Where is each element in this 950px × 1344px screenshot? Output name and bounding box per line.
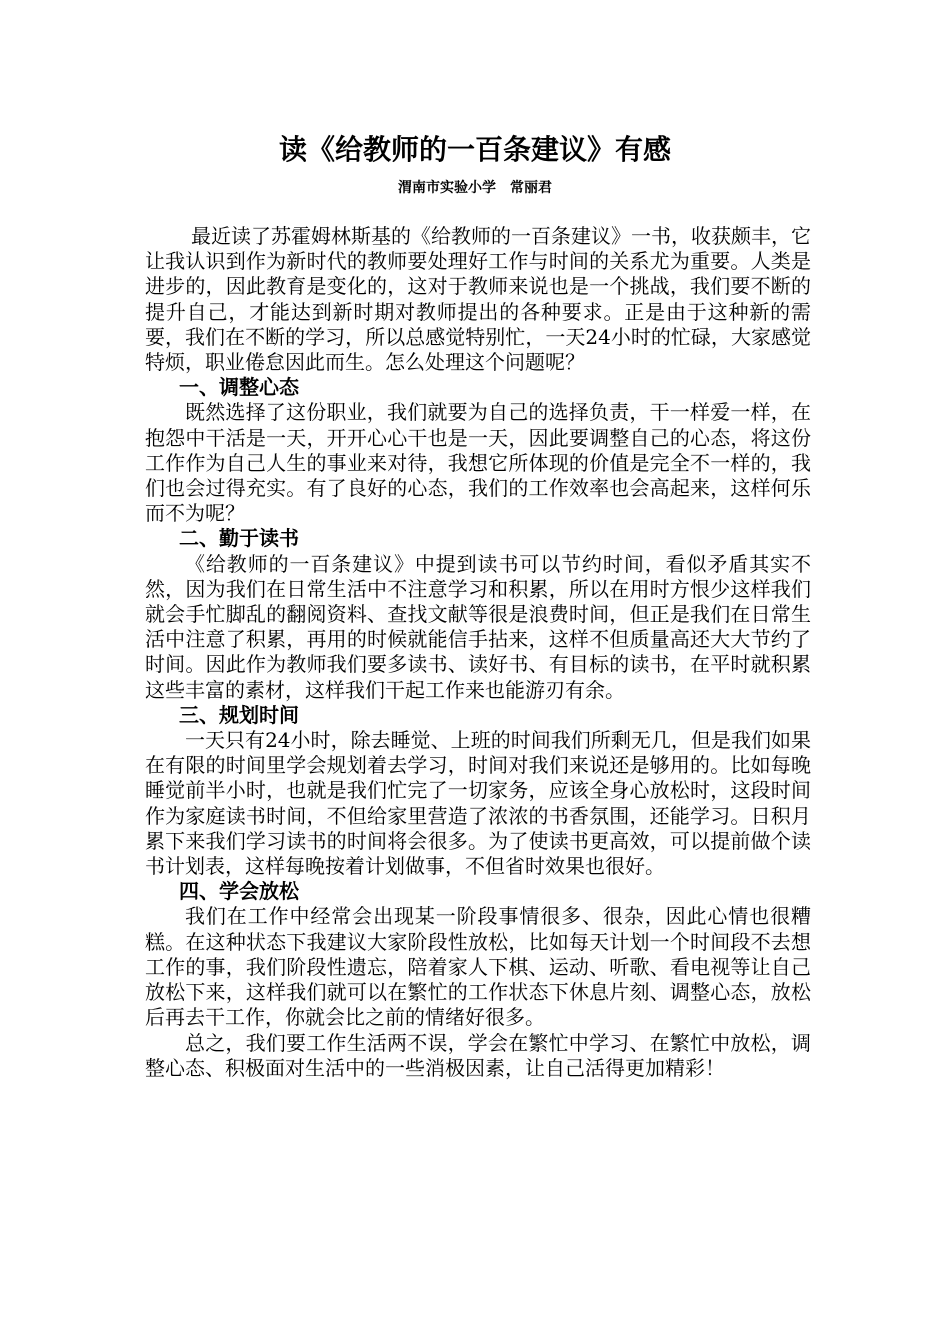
section-paragraph-1: 既然选择了这份职业，我们就要为自己的选择负责，干一样爱一样，在抱怨中干活是一天，开开心心干也是一天，因此要调整自己的心态，将这份工作作为自己人生的事业来对待，我想它所体现的价值是完全不一样的，我们也会过得充实。有了良好的心态，我们的工作效率也会高起来，这样何乐而不为呢？ — [145, 400, 811, 526]
section-paragraph-2: 《给教师的一百条建议》中提到读书可以节约时间，看似矛盾其实不然，因为我们在日常生活中不注意学习和积累，所以在用时方恨少这样我们就会手忙脚乱的翻阅资料、查找文献等很是浪费时间，但正是我们在日常生活中注意了积累，再用的时候就能信手拈来，这样不但质量高还大大节约了时间。因此作为教师我们要多读书、读好书、有目标的读书，在平时就积累这些丰富的素材，这样我们干起工作来也能游刃有余。 — [145, 551, 811, 702]
author-line: 渭南市实验小学 常丽君 — [398, 180, 552, 196]
section-heading-2: 二、勤于读书 — [179, 526, 299, 551]
section-paragraph-3: 一天只有24小时，除去睡觉、上班的时间我们所剩无几，但是我们如果在有限的时间里学会规划着去学习，时间对我们来说还是够用的。比如每晚睡觉前半小时，也就是我们忙完了一切家务，应该全身心放松时，这段时间作为家庭读书时间，不但给家里营造了浓浓的书香氛围，还能学习。日积月累下来我们学习读书的时间将会很多。为了使读书更高效，可以提前做个读书计划表，这样每晚按着计划做事，不但省时效果也很好。 — [145, 728, 811, 879]
document-body — [145, 224, 811, 1081]
conclusion-paragraph: 总之，我们要工作生活两不误，学会在繁忙中学习、在繁忙中放松，调整心态、积极面对生活中的一些消极因素，让自己活得更加精彩！ — [145, 1030, 811, 1080]
section-heading-1: 一、调整心态 — [179, 375, 299, 400]
section-paragraph-4: 我们在工作中经常会出现某一阶段事情很多、很杂，因此心情也很糟糕。在这种状态下我建议大家阶段性放松，比如每天计划一个时间段不去想工作的事，我们阶段性遗忘，陪着家人下棋、运动、听歌、看电视等让自己放松下来，这样我们就可以在繁忙的工作状态下休息片刻、调整心态，放松后再去干工作，你就会比之前的情绪好很多。 — [145, 904, 811, 1030]
section-heading-4: 四、学会放松 — [179, 879, 299, 904]
section-heading-3: 三、规划时间 — [179, 702, 299, 727]
intro-paragraph: 最近读了苏霍姆林斯基的《给教师的一百条建议》一书，收获颇丰，它让我认识到作为新时代的教师要处理好工作与时间的关系尤为重要。人类是进步的，因此教育是变化的，这对于教师来说也是一个挑战，我们要不断的提升自己，才能达到新时期对教师提出的各种要求。正是由于这种新的需要，我们在不断的学习，所以总感觉特别忙，一天24小时的忙碌，大家感觉特烦，职业倦怠因此而生。怎么处理这个问题呢？ — [145, 224, 811, 375]
document-title: 读《给教师的一百条建议》有感 — [278, 133, 671, 166]
